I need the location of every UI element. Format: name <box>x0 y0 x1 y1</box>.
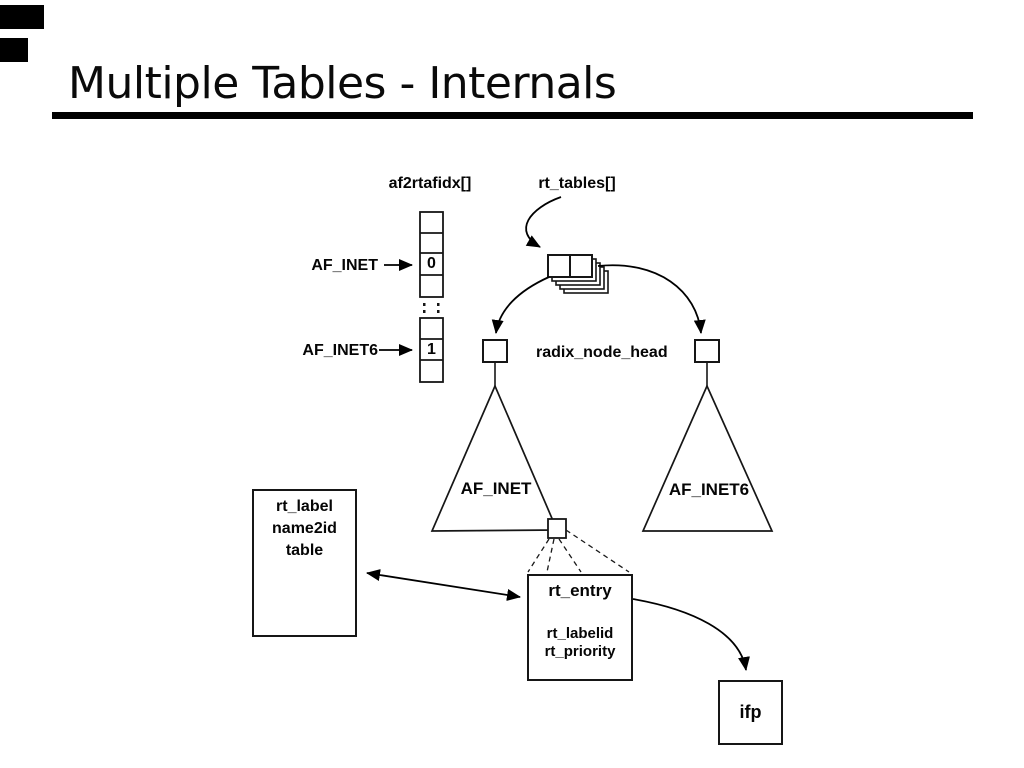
stack-to-inet-arrow <box>496 277 549 333</box>
radix-head-inet-square <box>483 340 507 362</box>
ifp-box <box>718 680 783 745</box>
rt-label-table-line2: name2id <box>272 520 337 537</box>
leaf-to-rtentry-dashed-fan <box>528 530 629 572</box>
rt-label-table-box <box>252 489 357 637</box>
rt-tables-arrow <box>526 197 561 247</box>
rtentry-to-ifp-arrow <box>633 599 746 670</box>
inet6-tree-label: AF_INET6 <box>668 480 750 499</box>
radix-node-head-label: radix_node_head <box>536 344 668 361</box>
radix-head-inet6-square <box>695 340 719 362</box>
inet6-tree-triangle <box>643 386 772 531</box>
af-inet-index-value: 0 <box>427 255 436 272</box>
rt-entry-field-priority: rt_priority <box>544 643 616 660</box>
rt-entry-title: rt_entry <box>548 581 612 600</box>
array-ellipsis-dots <box>423 303 440 313</box>
rt-label-table-line3: table <box>285 542 324 559</box>
radix-leaf-square <box>548 519 566 538</box>
rt-entry-box <box>527 574 633 681</box>
af-inet6-pointer-label: AF_INET6 <box>302 342 378 359</box>
stack-to-inet6-arrow <box>598 265 701 333</box>
rt-entry-field-labelid: rt_labelid <box>546 625 614 642</box>
af-inet6-index-value: 1 <box>427 341 436 358</box>
af2rtafidx-label: af2rtafidx[] <box>388 175 472 192</box>
rt-tables-label: rt_tables[] <box>538 175 616 192</box>
slide-title: Multiple Tables - Internals <box>68 58 617 109</box>
inet-tree-triangle <box>432 386 557 531</box>
ifp-label: ifp <box>739 702 762 722</box>
rt-tables-stack <box>548 255 608 293</box>
rtlabel-rtentry-double-arrow <box>367 573 520 597</box>
rt-label-table-line1: rt_label <box>276 498 333 515</box>
inet-tree-label: AF_INET <box>460 479 532 498</box>
af-inet-pointer-label: AF_INET <box>311 257 378 274</box>
